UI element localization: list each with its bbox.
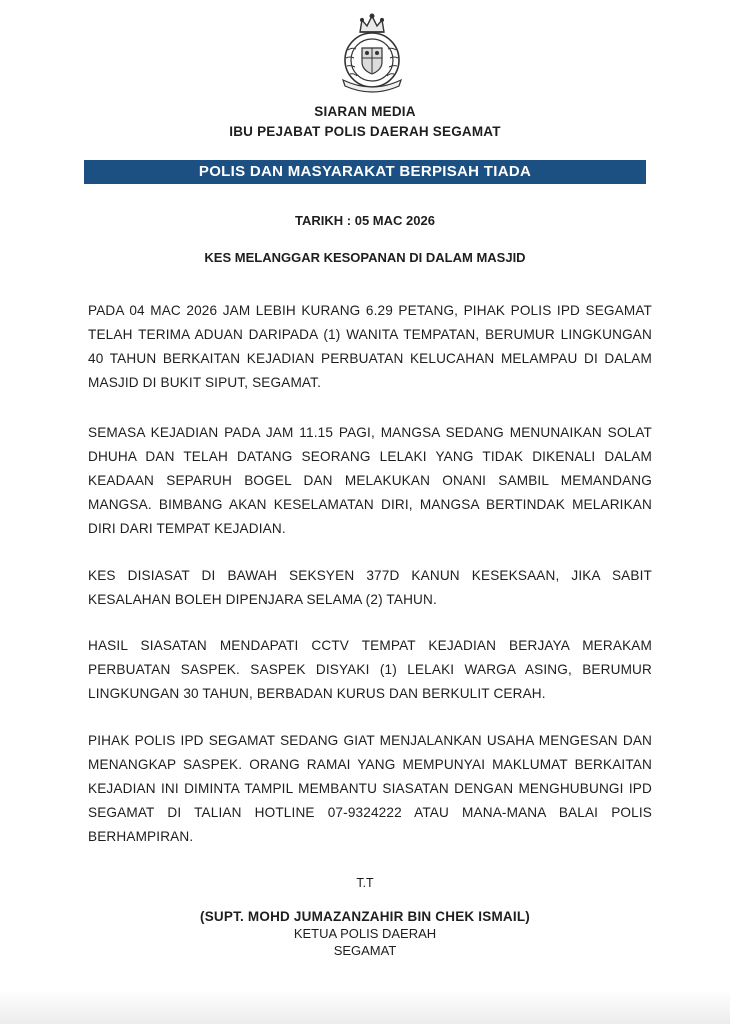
case-title: KES MELANGGAR KESOPANAN DI DALAM MASJID (204, 250, 526, 265)
paragraph-4: HASIL SIASATAN MENDAPATI CCTV TEMPAT KEJADIAN BERJAYA MERAKAM PERBUATAN SASPEK. SASPEK DISYAKI (1) LELAKI WARGA ASING, BERUMUR LINGKUNGAN 30 TAHUN, BERBADAN KURUS DAN BERKULIT CERAH. (88, 638, 652, 701)
paragraph-5: PIHAK POLIS IPD SEGAMAT SEDANG GIAT MENJALANKAN USAHA MENGESAN DAN MENANGKAP SASPEK. ORANG RAMAI YANG MEMPUNYAI MAKLUMAT BERKAITAN KEJADIAN INI DIMINTA TAMPIL MEMBANTU SIASATAN DENGAN MENGHUBUNGI IPD SEGAMAT DI TALIAN HOTLINE 07-9324222 ATAU MANA-MANA BALAI POLIS BERHAMPIRAN. (88, 733, 652, 844)
release-date: TARIKH : 05 MAC 2026 (295, 213, 435, 228)
office-name: IBU PEJABAT POLIS DAERAH SEGAMAT (229, 124, 501, 139)
signatory-role: KETUA POLIS DAERAH (293, 926, 437, 941)
slogan-banner: POLIS DAN MASYARAKAT BERPISAH TIADA (84, 160, 646, 184)
paragraph-2: SEMASA KEJADIAN PADA JAM 11.15 PAGI, MANGSA SEDANG MENUNAIKAN SOLAT DHUHA DAN TELAH DATANG SEORANG LELAKI YANG TIDAK DIKENALI DALAM KEADAAN SEPARUH BOGEL DAN MELAKUKAN ONANI SAMBIL MEMANDANG MANGSA. BIMBANG AKAN KESELAMATAN DIRI, MANGSA BERTINDAK MELARIKAN DIRI DARI TEMPAT KEJADIAN. (88, 425, 652, 536)
page-bottom-shadow (0, 990, 730, 1024)
media-release-title: SIARAN MEDIA (314, 104, 416, 119)
police-crest-icon (333, 10, 411, 94)
paragraph-1: PADA 04 MAC 2026 JAM LEBIH KURANG 6.29 PETANG, PIHAK POLIS IPD SEGAMAT TELAH TERIMA ADUAN DARIPADA (1) WANITA TEMPATAN, BERUMUR LINGKUNGAN 40 TAHUN BERKAITAN KEJADIAN PERBUATAN KELUCAHAN MELAMPAU DI DALAM MASJID DI BUKIT SIPUT, SEGAMAT. (88, 303, 652, 390)
closing-mark: T.T (356, 876, 374, 890)
signatory-name: (SUPT. MOHD JUMAZANZAHIR BIN CHEK ISMAIL) (200, 909, 530, 924)
signatory-place: SEGAMAT (333, 943, 397, 958)
paragraph-3: KES DISIASAT DI BAWAH SEKSYEN 377D KANUN KESEKSAAN, JIKA SABIT KESALAHAN BOLEH DIPENJARA SELAMA (2) TAHUN. (88, 568, 652, 607)
